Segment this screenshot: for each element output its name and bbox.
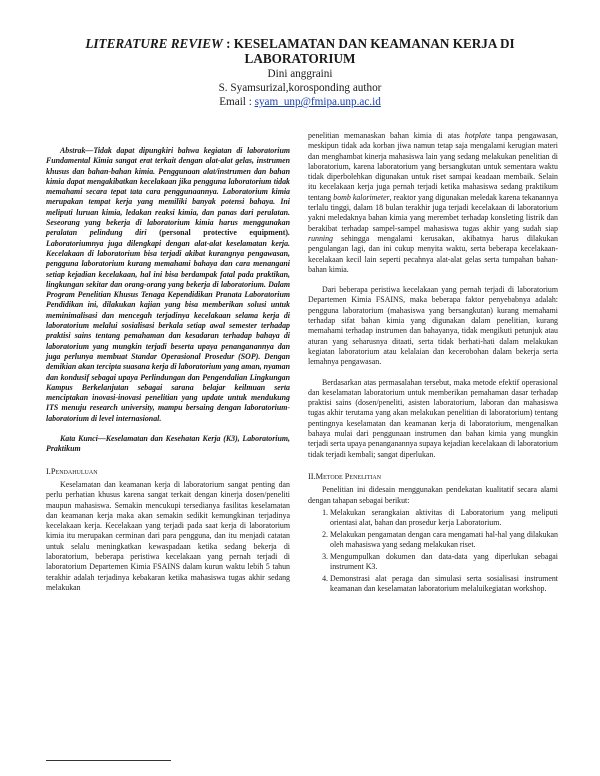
p1-text-a: penelitian memanaskan bahan kimia di atas — [308, 131, 465, 140]
list-item: 3. Mengumpulkan dokumen dan data-data yang diperlukan sebagai instrument K3. — [330, 552, 558, 573]
method-list — [308, 508, 558, 595]
left-column — [46, 146, 290, 593]
p1-running: running — [308, 233, 333, 243]
keywords: Kata Kunci—Keselamatan dan Kesehatan Kerja (K3), Laboratorium, Praktikum — [46, 434, 290, 454]
p1-bomb-calorimeter: bomb kalorimeter — [333, 192, 390, 202]
right-column — [308, 131, 558, 596]
email-link[interactable]: syam_unp@fmipa.unp.ac.id — [254, 96, 381, 108]
paper-title — [40, 36, 560, 66]
abstract-text-a: Abstrak—Tidak dapat dipungkiri bahwa kegiatan di laboratorium Fundamental Kimia sangat erat terkait dengan alat-alat gelas, instrumen khusus dan bahan-bahan kimia. Penggunaan alat/instrumen dan bahan kimia dapat mengakibatkan kecelakaan jika pengguna laboratorium tidak memahami secara tepat tata cara penggunaannya. Laboratorium kimia merupakan tempat kerja yang memiliki banyak potensi bahaya. Ini meliputi luruan kimia, ledakan reaksi kimia, dan panas dari peralatan. Seseorang yang bekerja di laboratorium kimia harus menggunakan peralatan pelindung diri — [46, 146, 290, 238]
section-heading-method: II.Metode Penelitian — [308, 471, 382, 481]
email-line — [40, 96, 560, 110]
title-italic-part: LITERATURE REVIEW — [85, 36, 223, 51]
section-heading-introduction: I.Pendahuluan — [46, 466, 98, 476]
title-main-part: : KESELAMATAN DAN KEAMANAN KERJA DI LABORATORIUM — [222, 36, 515, 66]
author-name: Dini anggraini — [267, 68, 333, 80]
method-intro: Penelitian ini didesain menggunakan pendekatan kualitatif secara alami dengan tahapan sebagai berikut: — [308, 485, 558, 505]
p1-hotplate: hotplate — [464, 131, 491, 140]
email-label: Email : — [219, 96, 255, 108]
abstract — [46, 146, 290, 424]
abstract-ppe: (personal protective equipment) — [159, 228, 288, 238]
list-item: 1. Melakukan serangkaian aktivitas di Laboratorium yang meliputi orientasi alat, bahan dan prosedur kerja Laboratorium. — [330, 508, 558, 529]
p1-text-c: , reaktor yang digunakan meledak karena tekanannya terlalu tinggi, dalam 18 bulan terakhir juga terjadi kecelakaan di laboratorium yakni meledaknya bahan kimia yang merembet terhadap konsleting listrik dan berakibat terhadap sampel-sampel mahasiswa tugas akhir yang sudah siap — [308, 192, 558, 233]
corresponding-author: S. Syamsurizal,korosponding author — [218, 82, 382, 94]
list-item: 2. Melakukan pengamatan dengan cara mengamati hal-hal yang dilakukan oleh mahasiswa yang sedang melakukan riset. — [330, 530, 558, 551]
right-paragraph-3: Berdasarkan atas permasalahan tersebut, maka metode efektif operasional dan keselamatan laboratorium untuk memberikan pemahaman dasar terhadap praktisi sains (dosen/peneliti, asisten laboratorium, laboran dan mahasiswa tugas akhir terutama yang akan melakukan penelitian di laboratorium) tentang pentingnya keselamatan dan keamanan kerja di laboratorium, mengenalkan bahaya mulai dari penggunaan instrumen dan bahan kimia yang mungkin terjadi serta upaya penanganannya supaya kejadian kecelakaan di laboratorium tidak terjadi kembali; sangat diperlukan. — [308, 377, 558, 459]
p1-text-d: sehingga mengalami kerusakan, akibatnya harus dilakukan pengulangan lagi, dan ini cukup menyita waktu, serta beberapa kecelakaan-kecelakaan kecil lain seperti pecahnya alat-alat gelas serta tumpahan bahan- bahan kimia. — [308, 233, 558, 274]
list-item: 4. Demonstrasi alat peraga dan simulasi serta sosialisasi instrument keamanan dan keselamatan laboratorium melaluikegiatan workshop. — [330, 574, 558, 595]
intro-paragraph: Keselamatan dan keamanan kerja di laboratorium sangat penting dan perlu perhatian khusus karena sangat terkait dengan kinerja dosen/peneliti maupun mahasiswa. Semakin mencukupi tersedianya fasilitas keselamatan dan keamanan kerja maka akan semakin sedikit kemungkinan terjadinya kecelakaan kerja. Kecelakaan yang terjadi pada saat kerja di laboratorium kimia itu merupakan cerminan dari para pengguna, dan itu menjadi catatan untuk selalu meningkatkan kewaspadaan ketika sedang bekerja di laboratorium, beberapa peristiwa kecelakaan yang pernah terjadi di laboratorium Departemen Kimia FSAINS dalam kurun waktu lebih 5 tahun terakhir adalah terjadinya kebakaran ketika mahasiswa tugas akhir sedang melakukan — [46, 479, 290, 592]
p1-text-b: tanpa pengawasan, meskipun tidak ada korban jiwa namun tetap saja mengalami kerugian materi dan menghambat kinerja mahasiswa lain yang sedang melakukan penelitian di laboratorium, karena laboratorium yang bersangkutan untuk sementara waktu tidak diperbolehkan digunakan untuk riset sampai keadaan membaik. Selain itu kecelakaan kerja juga pernah terjadi ketika mahasiswa sedang praktikum tentang — [308, 131, 558, 202]
right-paragraph-2: Dari beberapa peristiwa kecelakaan yang pernah terjadi di laboratorium Departemen Kimia FSAINS, maka beberapa faktor penyebabnya adalah: pengguna laboratorium (mahasiswa yang bersangkutan) kurang memahami terhadap sifat bahan kimia yang digunakan dalam penelitian, kurang memahami terhadap instrumen dan bahayanya, tidak mengikuti petunjuk atau aturan yang seharusnya ditaati, serta tidak berhati-hati dalam melakukan kegiatan laboratorium atau kelalaian dan kecerobohan dalam bekerja serta lemahnya pengawasan. — [308, 285, 558, 367]
abstract-text-c: . Laboratoriumnya juga dilengkapi dengan alat-alat keselamatan kerja. Kecelakaan di laboratorium bisa terjadi akibat kurangnya pengawasan, pengguna laboratorium kurang memahami bahaya dan cara menangani setiap kejadian kecelakaan, hal ini bisa berdampak fatal pada praktikan, lingkungan sekitar dan orang-orang yang bekerja di laboratorium. Dalam Program Penelitian Khusus Tenaga Kependidikan Pranata Laboratorium Pendidikan ini, dilakukan kajian yang bisa memberikan solusi untuk meminimalisasi dan mencegah terjadinya kecelakaan selama kerja di laboratorium melalui sosialisasi berkala setiap awal semester terhadap praktisi sains tentang pemahaman dan kesadaran terhadap bahaya di laboratorium yang mungkin terjadi beserta upaya penanganannya dan juga perlunya membuat Standar Operasional Prosedur (SOP). Dengan demikian akan tercipta suasana kerja di laboratorium yang aman, nyaman dan kondusif sebagai upaya Perlindungan dan Pengendalian Lingkungan Kampus Berkelanjutan sebagai sarana belajar keilmuan serta menciptakan inovasi-inovasi penelitian yang update untuk mendukung ITS menuju research university, mampu bersaing dengan laboratorium-laboratorium di level internasional. — [46, 228, 290, 423]
footnote-rule — [46, 760, 171, 761]
right-paragraph-1 — [308, 131, 558, 275]
